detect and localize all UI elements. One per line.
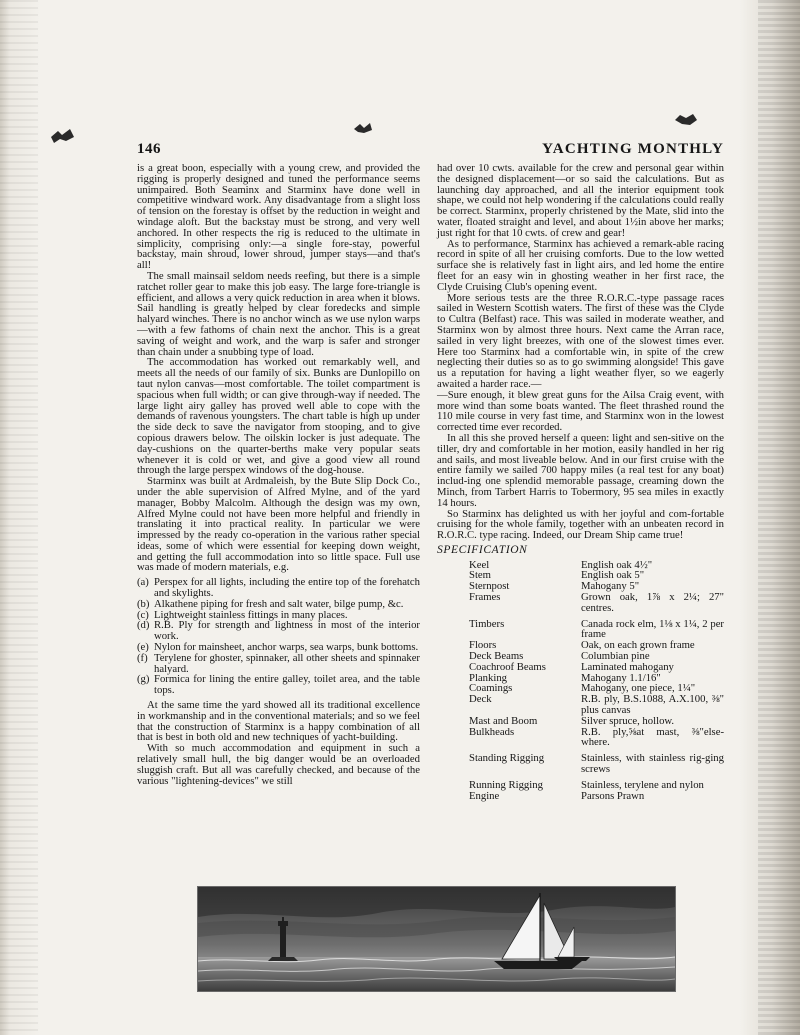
spec-key: Standing Rigging (469, 752, 545, 765)
paragraph: had over 10 cwts. available for the crew and personal gear within the designed displacement—or so said the calculations. But as launching day approached, and all the interior equipment took shape, we could not help wondering if the calculations could really be correct. Starminx, properly christened by the Mate, slid into the water, floated straight and level, and about 1½in above her marks; just right for that 10 cwts. of crew and gear! (437, 162, 724, 239)
list-item-text: Perspex for all lights, including the entire top of the forehatch and skylights. (154, 576, 420, 600)
printer-mark-left (48, 125, 78, 147)
spec-value: Mahogany, one piece, 1¼" (581, 682, 696, 695)
spec-key: Deck Beams (469, 650, 524, 663)
scan-edge-right (758, 0, 800, 1035)
materials-list (137, 577, 420, 696)
spec-key: Sternpost (469, 580, 510, 593)
spec-key: Coachroof Beams (469, 660, 546, 673)
spec-value: R.B. ply, B.S.1088, A.X.100, ⅜" plus canvas (581, 693, 724, 717)
spec-value: Mahogany 5" (581, 580, 640, 593)
list-item (137, 620, 420, 642)
table-row (437, 619, 724, 641)
spec-value: Stainless, with stainless rig-ging screws (581, 752, 724, 776)
left-column (137, 163, 420, 786)
spec-value: R.B. ply,⅝at mast, ⅜"else-where. (581, 725, 724, 749)
paragraph: The accommodation has worked out remarkably well, and meets all the needs of our family of six. Bunks are Dunlopillo on taut nylon canvas—most comfortable. The toilet compartment is spacious when full width; or can give through-way if needed. The large light airy galley has proved well able to cope with the demands of ravenous youngsters. The chart table is high up under the side deck to save the navigator from stooping, and to give copious drawers below. The oilskin locker is just adequate. The day-cushions on the quarter-berths make very popular seats whenever it is cold or wet, and give a good view all round through the large perspex windows of the dog-house. (137, 356, 420, 477)
spec-value: Mahogany 1.1/16" (581, 671, 661, 684)
printer-mark-center (352, 121, 374, 135)
paragraph: is a great boon, especially with a young crew, and provided the rigging is properly designed and tuned the performance seems unimpaired. Both Seaminx and Starminx have done well in competitive windward work. Any disadvantage from a slight loss of tension on the forestay is offset by the reduction in weight and windage aloft. But the backstay must be strong, and very well anchored. In other respects the rig is reduced to the ultimate in simplicity, comprising only:—a single fore-stay, powerful backstay, main shroud, lower shroud, jumper stays—and that's all! (137, 162, 420, 272)
spec-value: English oak 4½" (581, 558, 653, 571)
list-marker: (e) (137, 641, 149, 654)
list-marker: (d) (137, 619, 150, 632)
spec-key: Stem (469, 569, 491, 582)
spec-key: Bulkheads (469, 725, 515, 738)
spec-key: Keel (469, 558, 490, 571)
list-item (137, 577, 420, 599)
paragraph: With so much accommodation and equipment in such a relatively small hull, the big danger would be an overloaded sluggish craft. But all was carefully checked, and because of the various "lightening-devices" we still (137, 742, 420, 787)
spec-key: Timbers (469, 617, 505, 630)
spec-value: Laminated mahogany (581, 660, 674, 673)
table-row (437, 780, 724, 791)
spec-value: Parsons Prawn (581, 789, 645, 802)
list-item-text: Terylene for ghoster, spinnaker, all other sheets and spinnaker halyard. (154, 651, 420, 675)
magazine-title: YACHTING MONTHLY (542, 141, 724, 157)
spec-key: Engine (469, 789, 500, 802)
spec-key: Deck (469, 693, 492, 706)
paragraph: So Starminx has delighted us with her joyful and com-fortable cruising for the whole family, together with an unbeaten record in R.O.R.C. type racing. Indeed, our Dream Ship came true! (437, 507, 724, 542)
right-column (437, 163, 724, 801)
paragraph: At the same time the yard showed all its traditional excellence in workmanship and in the conventional materials; and so we feel that the construction of Starminx is a happy combination of all that is best in both old and new techniques of yacht-building. (137, 699, 420, 744)
specification-heading: SPECIFICATION (437, 543, 528, 556)
paragraph: More serious tests are the three R.O.R.C.-type passage races sailed in Western Scottish waters. The first of these was the Clyde to Cultra (Belfast) race. This was sailed in moderate weather, and Starminx won by almost three hours. Next came the Arran race, sailed in very light breezes, with one of the slowest times ever. Here too Starminx had a comfortable win, in spite of the crew neglecting their duties so as to go swimming alongside! This gave us a reputation for having a light weather flyer, so we eagerly awaited a harder race.— (437, 291, 724, 390)
list-marker: (g) (137, 673, 150, 686)
list-item-text: R.B. Ply for strength and lightness in most of the interior work. (154, 619, 420, 643)
spec-value: Grown oak, 1⅞ x 2¼; 27" centres. (581, 591, 724, 614)
table-row (437, 694, 724, 716)
table-row (437, 727, 724, 754)
paragraph: Starminx was built at Ardmaleish, by the Bute Slip Dock Co., under the able supervision of Alfred Mylne, and of the yard manager, Bobby Malcolm. Although the design was my own, Alfred Mylne could not have been more helpful and friendly in translating it into practical reality. In particular we were impressed by the ready co-operation in the various rather special ideas, some of which were essential for keeping down weight, and getting the full accommodation into so little space. Full use was made of modern materials, e.g. (137, 475, 420, 574)
spec-value: Stainless, terylene and nylon (581, 778, 704, 791)
list-marker: (b) (137, 597, 150, 610)
list-marker: (c) (137, 608, 149, 621)
spec-key: Running Rigging (469, 778, 543, 791)
table-row (437, 753, 724, 780)
list-marker: (a) (137, 576, 149, 589)
paragraph: The small mainsail seldom needs reefing, but there is a simple ratchet roller gear to make this job easy. The large fore-triangle is efficient, and allows a very quick reduction in area when it blows. Sail handling is greatly helped by clear foredecks and simple halyard winches. There is no anchor winch as we use nylon warps—with a few fathoms of chain next the anchor. This is a great saving of weight and work, and the warp is safer and stronger than chain under a snubbing type of load. (137, 269, 420, 358)
list-item (137, 653, 420, 675)
list-item-text: Nylon for mainsheet, anchor warps, sea warps, bunk bottoms. (154, 641, 419, 654)
specification-table (437, 560, 724, 802)
spec-key: Planking (469, 671, 508, 684)
page-header (137, 141, 724, 161)
spec-value: Canada rock elm, 1⅛ x 1¼, 2 per frame (581, 617, 724, 641)
sailing-illustration (197, 886, 676, 992)
list-item (137, 674, 420, 696)
spec-value: English oak 5" (581, 569, 645, 582)
scan-edge-left (0, 0, 38, 1035)
list-item-text: Alkathene piping for fresh and salt water, bilge pump, &c. (154, 597, 404, 610)
list-item-text: Formica for lining the entire galley, toilet area, and the table tops. (154, 673, 420, 697)
printer-mark-right (673, 112, 699, 128)
list-item-text: Lightweight stainless fittings in many places. (154, 608, 348, 621)
page-number: 146 (137, 141, 161, 157)
paragraph: As to performance, Starminx has achieved a remark-able racing record in spite of all her cruising comforts. Due to the low wetted surface she is relatively fast in light airs, and led home the entire fleet for an easy win in ghosting weather in her first race, the Clyde Cruising Club's opening event. (437, 237, 724, 293)
list-marker: (f) (137, 651, 148, 664)
spec-value: Oak, on each grown frame (581, 639, 695, 652)
spec-key: Mast and Boom (469, 714, 538, 727)
spec-key: Coamings (469, 682, 513, 695)
paragraph: In all this she proved herself a queen: light and sen-sitive on the tiller, dry and comfortable in her motion, easily handled in her rig and sails, and most liveable below. And in our first cruise with the entire family we sailed 700 happy miles (a real test for any boat) includ-ing one splendid memorable passage, creaming down the Minch, from Tarbert Harris to Tobermory, 95 sea miles in exactly 14 hours. (437, 431, 724, 509)
spec-key: Frames (469, 591, 501, 604)
spec-key: Floors (469, 639, 497, 652)
paragraph: —Sure enough, it blew great guns for the Ailsa Craig event, with more wind than some boats wanted. The fleet thrashed round the 110 mile course in very fast time, and Starminx won in the lowest corrected time ever recorded. (437, 388, 724, 434)
table-row (437, 592, 724, 619)
sailboat-sketch (198, 887, 675, 991)
spec-value: Columbian pine (581, 650, 650, 663)
spec-value: Silver spruce, hollow. (581, 714, 675, 727)
table-row (437, 791, 724, 802)
